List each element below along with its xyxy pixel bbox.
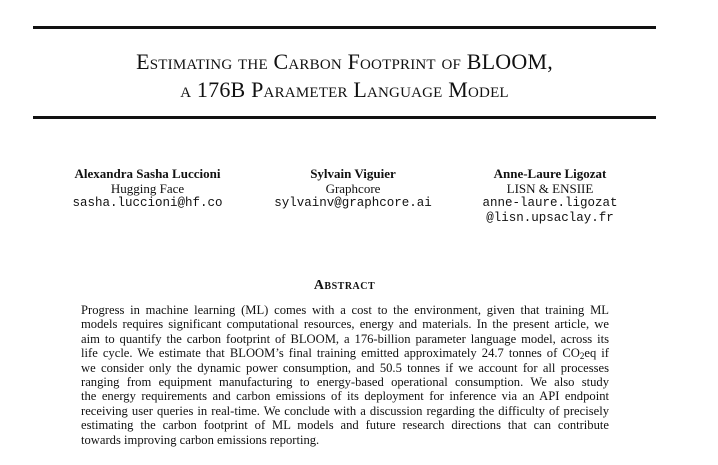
author-affiliation: Hugging Face — [110, 181, 185, 196]
author-name: Anne-Laure Ligozat — [493, 166, 607, 181]
abstract-line: Progress in machine learning (ML) comes with a cost to the environment, given that training ML — [81, 303, 609, 317]
author-block-ligozat — [470, 166, 630, 226]
author-email[interactable]: sasha.luccioni@hf.co — [72, 196, 223, 210]
co2-suffix: eq if — [584, 346, 609, 361]
author-email-continued[interactable]: @lisn.upsaclay.fr — [486, 211, 614, 225]
abstract-line: models requires significant computational resources, energy and materials. In the present article, we — [81, 317, 609, 332]
abstract-line: ranging from equipment manufacturing to energy-based operational consumption. We also study — [81, 375, 609, 390]
abstract-line: estimating the carbon footprint of ML models and future research directions that can contribute — [81, 418, 609, 433]
author-affiliation: Graphcore — [325, 181, 381, 196]
author-email[interactable]: anne-laure.ligozat — [482, 196, 618, 210]
author-name: Alexandra Sasha Luccioni — [74, 166, 221, 181]
co2-subscript: 2 — [579, 351, 585, 362]
author-affiliation: LISN & ENSIIE — [506, 181, 594, 196]
abstract-line: the energy requirements and carbon emissions of its deployment for inference via an API endpoint — [81, 389, 609, 404]
abstract-body — [81, 303, 609, 447]
author-block-viguier — [263, 166, 443, 211]
title-top-rule — [33, 26, 656, 29]
paper-title-line-2: a 176B Parameter Language Model — [180, 77, 509, 102]
title-bottom-rule — [33, 116, 656, 119]
abstract-line: we consider only the dynamic power consumption, and 50.5 tonnes if we account for all processes — [81, 360, 609, 375]
author-block-luccioni — [60, 166, 235, 211]
abstract-line-text: life cycle. We estimate that BLOOM’s final training emitted approximately 24.7 tonnes of CO — [81, 346, 580, 361]
author-email[interactable]: sylvainv@graphcore.ai — [274, 196, 432, 210]
abstract-line: receiving user queries in real-time. We conclude with a discussion regarding the difficulty of precisely — [81, 403, 609, 418]
paper-title-line-1: Estimating the Carbon Footprint of BLOOM, — [136, 49, 553, 74]
author-name: Sylvain Viguier — [310, 166, 396, 181]
abstract-line-co2 — [81, 346, 609, 360]
abstract-heading: Abstract — [313, 278, 376, 293]
abstract-line: aim to quantify the carbon footprint of BLOOM, a 176-billion parameter language model, across its — [81, 331, 609, 346]
abstract-line-last: towards improving carbon emissions reporting. — [81, 432, 320, 447]
